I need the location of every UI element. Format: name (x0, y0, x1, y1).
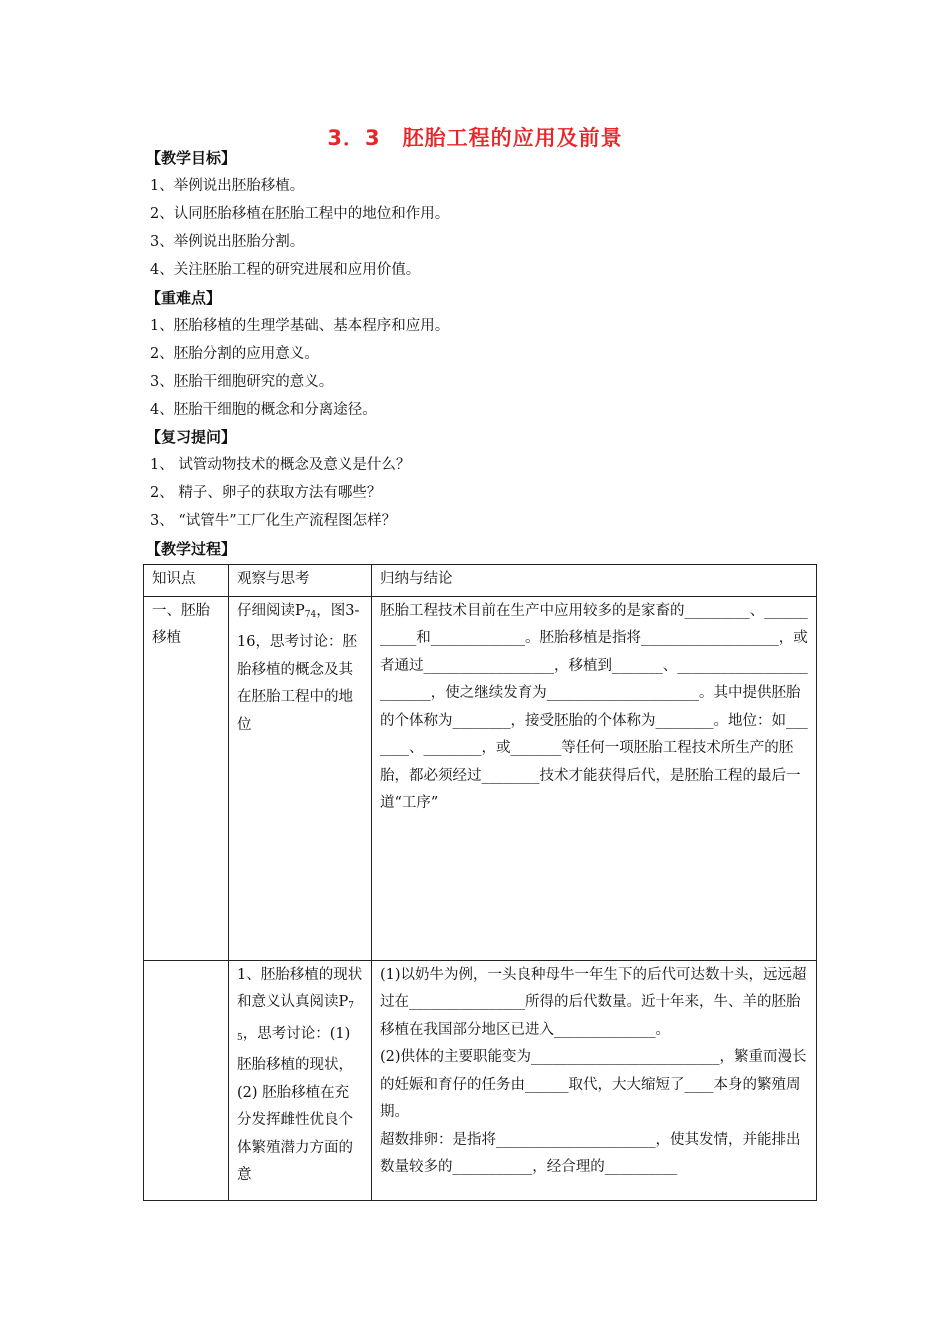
topic-cell: 一、胚胎移植 (144, 596, 229, 960)
observe-cell: 仔细阅读$P_{74}$，图3-16，思考讨论：胚胎移植的概念及其在胚胎工程中的地位 (229, 596, 372, 960)
key-point-item: 2、胚胎分割的应用意义。 (150, 346, 319, 362)
page-title: 3．3 胚胎工程的应用及前景 (327, 126, 623, 150)
table-header-row (144, 565, 817, 597)
goal-item: 2、认同胚胎移植在胚胎工程中的地位和作用。 (150, 206, 450, 222)
key-point-item: 4、胚胎干细胞的概念和分离途径。 (150, 402, 377, 418)
review-question: 3、 “试管牛”工厂化生产流程图怎样？ (150, 513, 397, 529)
key-point-item: 3、胚胎干细胞研究的意义。 (150, 374, 334, 390)
review-question: 2、 精子、卵子的获取方法有哪些？ (150, 485, 382, 501)
goal-item: 3、举例说出胚胎分割。 (150, 234, 305, 250)
key-point-item: 1、胚胎移植的生理学基础、基本程序和应用。 (150, 318, 450, 334)
key-points-heading: 【重难点】 (146, 289, 222, 307)
conclusion-paragraph: (2)供体的主要职能变为__________________________，繁重而漫长的妊娠和育仔的任务由______取代，大大缩短了____本身的繁殖周期。 (380, 1049, 807, 1120)
review-question: 1、 试管动物技术的概念及意义是什么？ (150, 457, 411, 473)
review-heading: 【复习提问】 (146, 428, 237, 446)
teaching-goals-section (146, 144, 830, 284)
process-section (146, 535, 830, 563)
table-row (144, 960, 817, 1200)
column-header-observe: 观察与思考 (229, 565, 372, 597)
process-heading: 【教学过程】 (146, 540, 237, 558)
conclusion-paragraph: 超数排卵：是指将______________________，使其发情，并能排出数量较多的___________，经合理的__________ (380, 1131, 801, 1175)
key-points-section (146, 284, 830, 424)
goal-item: 1、举例说出胚胎移植。 (150, 178, 305, 194)
observe-cell: 1、胚胎移植的现状和意义认真阅读$P_{75}$，思考讨论：(1)胚胎移植的现状，(2) 胚胎移植在充分发挥雌性优良个体繁殖潜力方面的意 (229, 960, 372, 1200)
table-row (144, 596, 817, 960)
column-header-topic: 知识点 (144, 565, 229, 597)
teaching-goals-heading: 【教学目标】 (146, 149, 237, 167)
conclusion-cell (372, 960, 817, 1200)
conclusion-cell: 胚胎工程技术目前在生产中应用较多的是家畜的_________、___________和_____________。胚胎移植是指将___________________，或者通过__________________，移植到_______、_________________________，使之继续发育为_____________________。其中提供胚胎的个体称为________，接受胚胎的个体称为________。地位：如_______、________，或_______等任何一项胚胎工程技术所生产的胚胎，都必须经过________技术才能获得后代，是胚胎工程的最后一道“工序” (372, 596, 817, 960)
goal-item: 4、关注胚胎工程的研究进展和应用价值。 (150, 262, 421, 278)
review-section (146, 423, 830, 535)
topic-cell (144, 960, 229, 1200)
teaching-process-table (143, 564, 817, 1201)
conclusion-paragraph: (1)以奶牛为例，一头良种母牛一年生下的后代可达数十头，远远超过在________________所得的后代数量。近十年来，牛、羊的胚胎移植在我国部分地区已进入______________。 (380, 966, 807, 1038)
column-header-conclusion: 归纳与结论 (372, 565, 817, 597)
